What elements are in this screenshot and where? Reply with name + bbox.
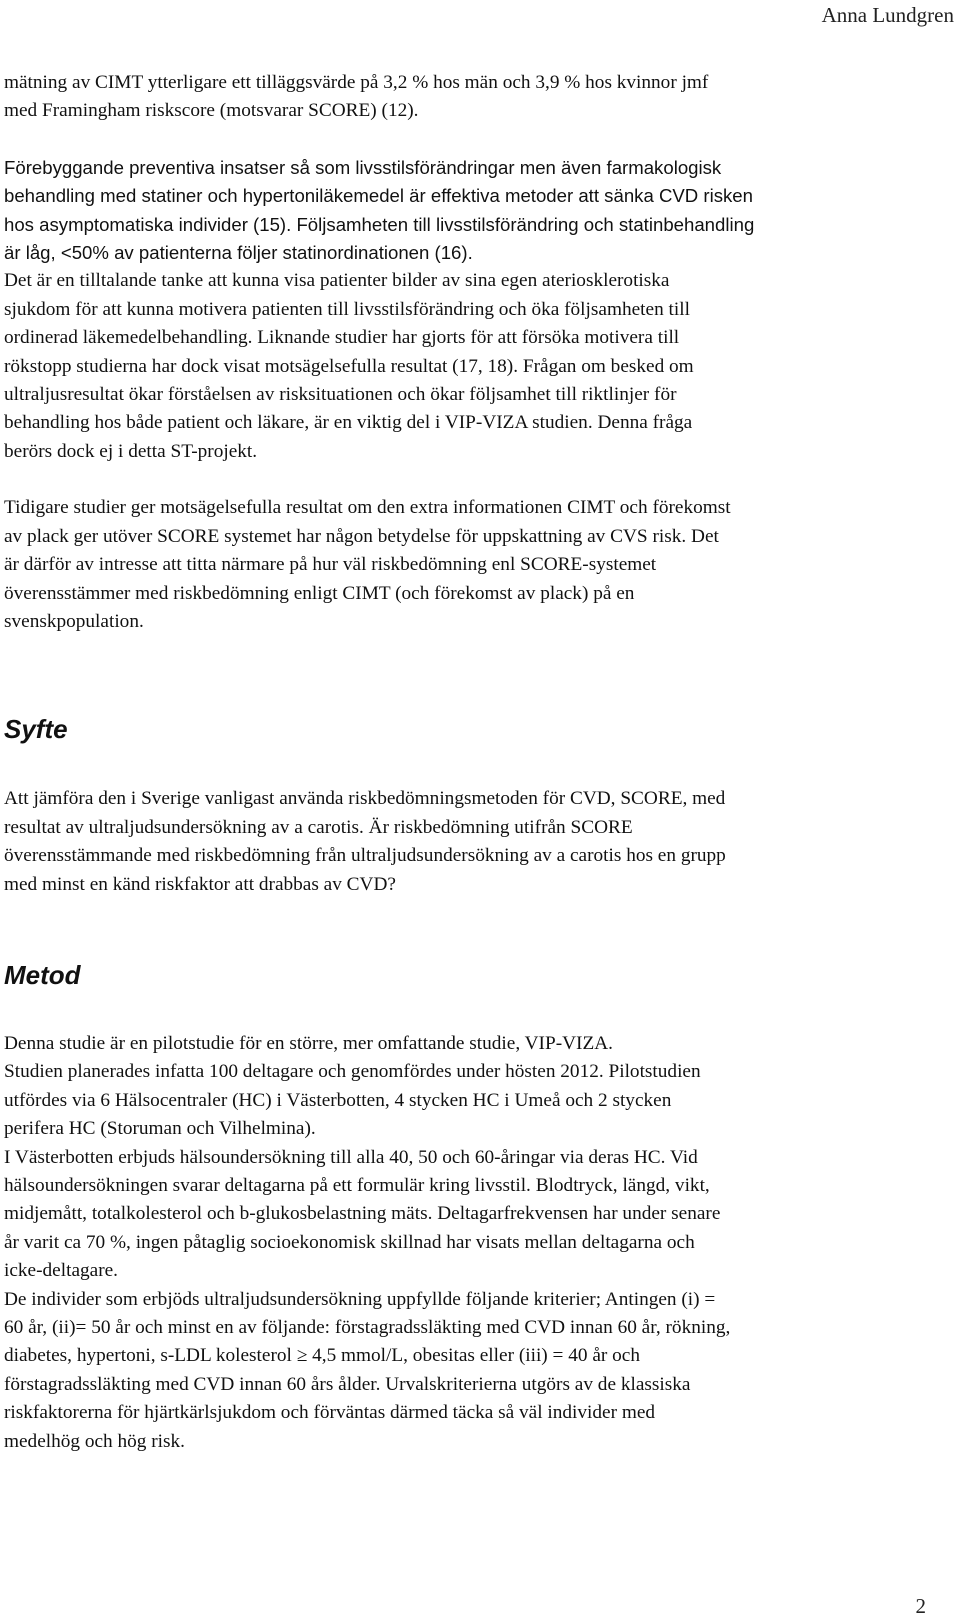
text-line: sjukdom för att kunna motivera patienten till livsstilsförändring och öka följsamheten till — [4, 298, 690, 320]
text-line: är därför av intresse att titta närmare på hur väl riskbedömning enl SCORE-systemet — [4, 554, 657, 576]
text-line: Att jämföra den i Sverige vanligast använda riskbedömningsmetoden för CVD, SCORE, med — [4, 788, 726, 810]
text-line: Denna studie är en pilotstudie för en större, mer omfattande studie, VIP-VIZA. — [4, 1032, 613, 1054]
text-line: perifera HC (Storuman och Vilhelmina). — [4, 1118, 316, 1140]
text-line: med minst en känd riskfaktor att drabbas av CVD? — [4, 873, 396, 895]
text-line: hälsoundersökningen svarar deltagarna på ett formulär kring livsstil. Blodtryck, längd, vikt, — [4, 1174, 710, 1196]
text-line: förstagradssläkting med CVD innan 60 års ålder. Urvalskriterierna utgörs av de klassiska — [4, 1373, 691, 1395]
text-line: icke-deltagare. — [4, 1260, 119, 1282]
text-line: år varit ca 70 %, ingen påtaglig socioekonomisk skillnad har visats mellan deltagarna och — [4, 1231, 695, 1253]
text-line: av plack ger utöver SCORE systemet har någon betydelse för uppskattning av CVS risk. Det — [4, 525, 719, 547]
text-line: överensstämmande med riskbedömning från ultraljudsundersökning av a carotis hos en grupp — [4, 845, 726, 867]
text-line: ordinerad läkemedelbehandling. Liknande studier har gjorts för att försöka motivera till — [4, 327, 680, 349]
text-line: hos asymptomatiska individer (15). Följsamheten till livsstilsförändring och statinbehandling — [4, 213, 755, 235]
text-line: Studien planerades infatta 100 deltagare och genomfördes under hösten 2012. Pilotstudien — [4, 1061, 701, 1083]
text-line: rökstopp studierna har dock visat motsägelsefulla resultat (17, 18). Frågan om besked om — [4, 355, 694, 377]
header-author: Anna Lundgren — [821, 3, 954, 27]
intro-paragraph-2 — [4, 154, 944, 466]
text-line: diabetes, hypertoni, s-LDL kolesterol ≥ 4,5 mmol/L, obesitas eller (iii) = 40 år och — [4, 1345, 640, 1367]
section-heading-metod: Metod — [4, 959, 81, 990]
text-line: De individer som erbjöds ultraljudsundersökning uppfyllde följande kriterier; Antingen (i) = — [4, 1288, 716, 1310]
text-line: är låg, <50% av patienterna följer statinordinationen (16). — [4, 242, 473, 264]
text-line: berörs dock ej i detta ST-projekt. — [4, 440, 258, 462]
text-line: midjemått, totalkolesterol och b-glukosbelastning mäts. Deltagarfrekvensen har under senare — [4, 1203, 721, 1225]
text-line: Det är en tilltalande tanke att kunna visa patienter bilder av sina egen ateriosklerotiska — [4, 270, 670, 292]
text-line: Förebyggande preventiva insatser så som livsstilsförändringar men även farmakologisk — [4, 156, 722, 178]
text-line: behandling hos både patient och läkare, är en viktig del i VIP-VIZA studien. Denna fråga — [4, 412, 693, 434]
text-line: överensstämmer med riskbedömning enligt CIMT (och förekomst av plack) på en — [4, 582, 635, 604]
text-line: resultat av ultraljudsundersökning av a carotis. Är riskbedömning utifrån SCORE — [4, 816, 633, 838]
text-line: Tidigare studier ger motsägelsefulla resultat om den extra informationen CIMT och förekomst — [4, 497, 731, 519]
document-body — [4, 69, 944, 1456]
text-line: riskfaktorerna för hjärtkärlsjukdom och förväntas därmed täcka så väl individer med — [4, 1402, 656, 1424]
text-line: svenskpopulation. — [4, 610, 144, 632]
text-line: mätning av CIMT ytterligare ett tilläggsvärde på 3,2 % hos män och 3,9 % hos kvinnor jmf — [4, 72, 709, 93]
text-line: 60 år, (ii)= 50 år och minst en av följande: förstagradssläkting med CVD innan 60 år, rökning, — [4, 1317, 731, 1338]
section-heading-syfte: Syfte — [4, 714, 68, 745]
text-line: behandling med statiner och hypertoniläkemedel är effektiva metoder att sänka CVD risken — [4, 185, 753, 207]
text-line: utfördes via 6 Hälsocentraler (HC) i Västerbotten, 4 stycken HC i Umeå och 2 stycken — [4, 1089, 672, 1111]
metod-paragraph — [4, 1030, 944, 1456]
text-line: med Framingham riskscore (motsvarar SCORE) (12). — [4, 100, 419, 122]
syfte-paragraph — [4, 785, 944, 899]
text-line: medelhög och hög risk. — [4, 1430, 185, 1452]
intro-paragraph-1 — [4, 69, 944, 126]
text-line: ultraljusresultat ökar förståelsen av risksituationen och ökar följsamhet till riktlinjer för — [4, 384, 677, 406]
intro-paragraph-3 — [4, 494, 944, 636]
text-line: I Västerbotten erbjuds hälsoundersökning till alla 40, 50 och 60-åringar via deras HC. Vid — [4, 1146, 698, 1168]
page-number: 2 — [915, 1594, 926, 1618]
